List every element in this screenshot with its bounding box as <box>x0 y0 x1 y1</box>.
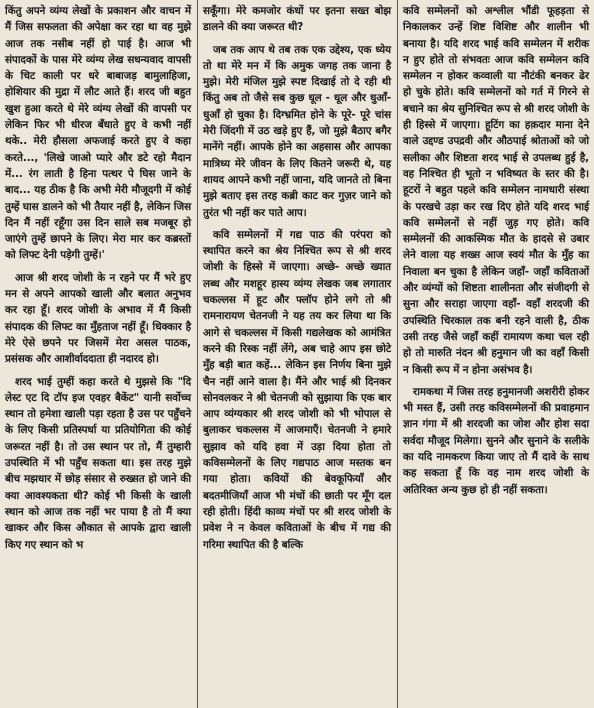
paragraph: आज श्री शरद जोशी के न रहने पर मैं भरे हुए मन से अपने आपको खाली और बलात अनुभव कर रहा हूँ। शरद जोशी के अभाव में मैं किसी संपादक की लिफ्ट का मुँहताज नहीं हूँ। धिक्कार है मेरे ऐसे छपने पर जिसमें मेरा असल पाठक, प्रसंसक और आशीर्वाददाता ही नदारद हो। <box>5 271 191 366</box>
paragraph: किंतु अपने व्यंग्य लेखों के प्रकाशन और वाचन में मैं जिस सफलता की अपेक्षा कर रहा था वह मुझे आज तक नसीब नहीं हो पाई है। आज भी संपादकों के पास मेरे व्यंग्य लेख सधन्यवाद वापसी के चिट काली पर धरे बाबाजड़ बामुलाहिजा, होशियार की मुद्रा में लौट आते हैं। शरद जी बहुत खुश हुआ करते थे मेरे व्यंग्य लेखों की वापसी पर लेकिन फिर भी धीरज बँधाते हुए वे कभी नहीं थके.. मेरी हौसला अफजाई करते हुए वे कहा करते..., 'लिखे जाओ प्यारे और डटे रहो मैदान में... रंग लाती है हिना पत्थर पे घिस जाने के बाद... यह ठीक है कि अभी मेरी मौजूदगी में कोई तुम्हें घास डालने को भी तैयार नहीं है, लेकिन जिस दिन मैं नहीं रहूँगा उस दिन साले सब मजबूर हो जाएंगे तुम्हें छापने के लिए। मेरा मार कर कब्रस्तों को लिफ्ट देनी पड़ेगी तुम्हें।' <box>5 5 191 262</box>
paragraph: कवि सम्मेलनों में गद्य पाठ की परंपरा को स्थापित करने का श्रेय निश्चित रूप से श्री शरद जोशी के हिस्से में जाएगा। अच्छे- अच्छे ख्यात लब्ध और मशहूर हास्य व्यंग्य लेखक जब लगातार चकल्लस में हूट और फ्लॉप होने लगे तो श्री रामनारायण चेतनजी ने यह तय कर लिया था कि आगे से चकल्लस में किसी गद्यलेखक को आमंत्रित करने की रिस्क नहीं लेंगे, अब चाहे आप इस छोटे मुँह बड़ी बात कहें... लेकिन इस निर्णय बिना मुझे चैन नहीं आने वाला है। मैंने और भाई श्री दिनकर सोनवलकर ने श्री चेतनजी को सुझाया कि एक बार आप व्यंग्यकार श्री शरद जोशी को भी भोपाल से बुलाकर चकल्लस में आजमाएँ। चेतनजी ने हमारे सुझाव को यदि हवा में उड़ा दिया होता तो कविसम्मेलनों के लिए गद्यपाठ आज मस्तक बन गया होता। कवियों की बेवकूफियाँ और बदतमीजियाँ आज भी मंचों की छाती पर मूँग दल रही होती। हिंदी काव्य मंचों पर श्री शरद जोशी के प्रवेश ने न केवल कविताओं के बीच में गद्य की गरिमा स्थापित की है बल्कि <box>203 228 391 551</box>
column-3 <box>398 0 594 708</box>
column-1 <box>0 0 196 708</box>
column-2 <box>198 0 396 708</box>
paragraph: कवि सम्मेलनों को अश्लील भौंडी फूहड़ता से निकालकर उन्हें शिष्ट विशिष्ट और शालीन भी बनाया है। यदि शरद भाई कवि सम्मेलन में शरीक न हुए होते तो संभवतः आज कवि सम्मेलन कवि सम्मेलन न होकर कव्वाली या नौटंकी बनकर ढेर हो चुके होते। कवि सम्मेलनों को गर्त में गिरने से बचाने का श्रेय सुनिश्चित रूप से श्री शरद जोशी के ही हिस्से में जाएगा। हूटिंग का हक़दार माना देने वाले उद्दण्ड उपद्रवी और औठपाई श्रोताओं को जो सलीका और शिष्टता शरद भाई से उपलब्ध हुई है, वह निश्चित ही भूतो न भविष्यत के स्तर की है। हूटरों ने बहुत पहले कवि सम्मेलन नामधारी संस्था के परखचे उड़ा कर रख दिए होते यदि शरद भाई कवि सम्मेलनों से नहीं जुड़ गए होते। कवि सम्मेलनों की आकस्मिक मौत के हादसे से उबार लेने वाला यह शख्स आज स्वयं मौत के मुँह का निवाला बन चुका है लेकिन जहाँ- जहाँ कविताओं और व्यंग्यों को शिष्टता शालीनता और संजीदगी से सुना और सराहा जाएगा वहाँ- वहाँ शरदजी की उपस्थिति चिरकाल तक बनी रहने वाली है, ठीक उसी तरह जैसे जहाँ कहीं रामायण कथा चल रही हो तो मारुति नंदन श्री हनुमान जी का वहाँ किसी न किसी रूप में न होना असंभव है। <box>403 5 589 376</box>
paragraph: जब तक आप थे तब तक एक उद्देश्य, एक ध्येय तो था मेरे मन में कि अमुक जगह तक जाना है मुझे। मेरी मंजिल मुझे स्पष्ट दिखाई तो दे रही थी किंतु अब तो जैसे सब कुछ धूल - धूल और धुआँ- धुआँ हो चुका है। दिग्भ्रमित होने के पूरे- पूरे चांस मेरी जिंदगी में उठ खड़े हुए हैं, जो मुझे बैठाए बगैर मानेंगे नहीं। आपके होने का अहसास और आपका मात्रिध्य मेरे जीवन के लिए कितने जरूरी थे, यह शायद आपने कभी नहीं जाना, यदि जानते तो बिना मुझे बताए इस तरह कब्री काट कर गुज़र जाने को तुरंत भी नहीं कर पाते आप। <box>203 43 391 219</box>
paragraph: शरद भाई तुम्हीं कहा करते थे मुझसे कि "दि लेस्ट एट दि टॉप इज एवहर बैकेंट" यानी सर्वोच्च स्थान तो हमेशा खाली पड़ा रहता है उस पर पहुँचने के लिए किसी प्रतिस्पर्धा या प्रतियोगिता की कोई जरूरत नहीं है। तो उस स्थान पर तो, मैं तुम्हारी उपस्थिति में भी पहुँच सकता था। इस तरह मुझे बीच मझधार में छोड़ संसार से रुख्सत हो जाने की क्या आवश्यकता थी? कोई भी किसी के खाली स्थान को आज तक नहीं भर पाया है तो मैं क्या खाकर और किस औकात से आपके द्वारा खाली किए गए स्थान को भ <box>5 375 191 551</box>
paragraph: रामकथा में जिस तरह हनुमानजी अशरीरी होकर भी मस्त हैं, उसी तरह कविसम्मेलनों की प्रवाहमान ज्ञान गंगा में श्री शरदजी का जोश और होश सदा सर्वदा मौजूद मिलेगा। सुनने और सुनाने के सलीके का यदि नामकरण किया जाए तो मैं दावे के साथ कह सकता हूँ कि वह नाम शरद जोशी के अतिरिक्त अन्य कुछ हो ही नहीं सकता। <box>403 385 589 496</box>
paragraph: सकूँगा। मेरे कमजोर कंधों पर इतना सख्त बोझ डालने की क्या जरूरत थी? <box>203 5 391 34</box>
